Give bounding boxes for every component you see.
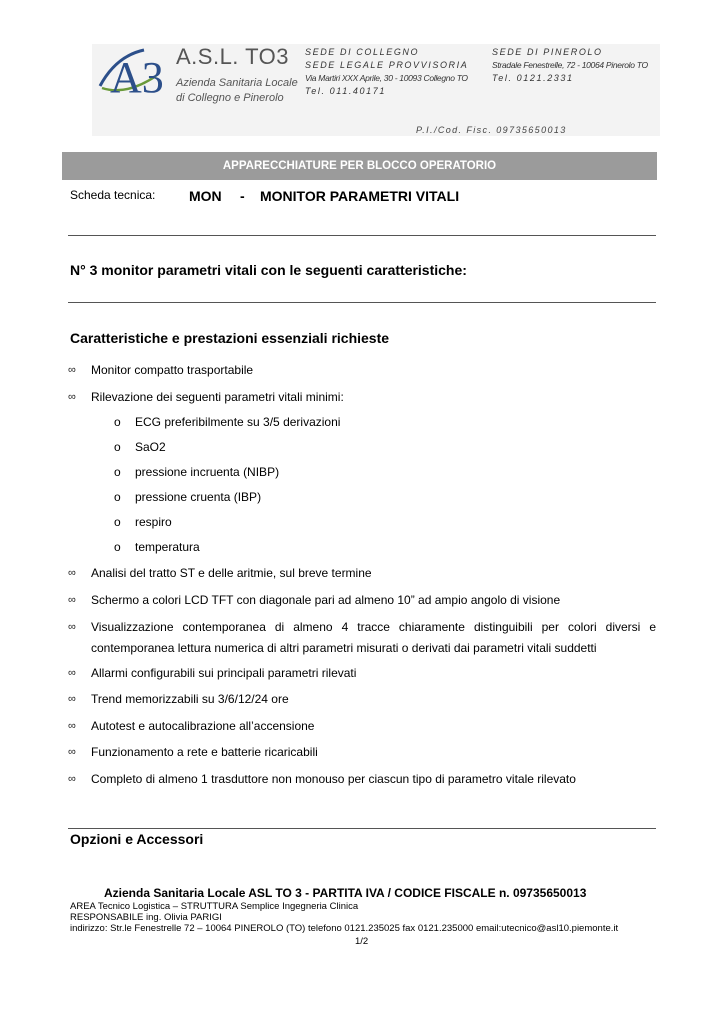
sede-pinerolo-address: Stradale Fenestrelle, 72 - 10064 Pinerolo TO — [492, 60, 648, 70]
divider — [68, 828, 656, 829]
bullet-icon: ∞ — [68, 720, 76, 732]
category-bar: APPARECCHIATURE PER BLOCCO OPERATORIO — [62, 152, 657, 180]
options-heading: Opzioni e Accessori — [70, 831, 204, 847]
bullet-icon: ∞ — [68, 567, 76, 579]
sede-legale: SEDE LEGALE PROVVISORIA — [305, 60, 469, 70]
sub-bullet-icon: o — [114, 515, 121, 529]
bullet-icon: ∞ — [68, 621, 76, 633]
bullet-icon: ∞ — [68, 746, 76, 758]
list-item: Rilevazione dei seguenti parametri vitali minimi: — [91, 390, 344, 404]
footer-responsible: RESPONSABILE ing. Olivia PARIGI — [70, 912, 222, 923]
scheda-code: MON — [189, 188, 222, 204]
sub-bullet-icon: o — [114, 415, 121, 429]
brand-name: A.S.L. TO3 — [176, 44, 290, 69]
partita-iva: P.I./Cod. Fisc. 09735650013 — [416, 125, 567, 135]
list-item: Funzionamento a rete e batterie ricaricabili — [91, 745, 318, 759]
scheda-label: Scheda tecnica: — [70, 188, 156, 202]
brand-sub-line2: di Collegno e Pinerolo — [176, 92, 284, 104]
footer-address: indirizzo: Str.le Fenestrelle 72 – 10064 PINEROLO (TO) telefono 0121.235025 fax 0121.235000 email:utecnico@asl10.piemonte.it — [70, 923, 619, 934]
sub-list-item: pressione cruenta (IBP) — [135, 490, 262, 504]
list-item: Schermo a colori LCD TFT con diagonale pari ad almeno 10” ad ampio angolo di visione — [91, 593, 561, 607]
logo-letters: A3 — [110, 53, 164, 102]
list-item: Trend memorizzabili su 3/6/12/24 ore — [91, 692, 289, 706]
sub-bullet-icon: o — [114, 490, 121, 504]
sede-collegno-title: SEDE DI COLLEGNO — [305, 47, 420, 57]
list-item: Autotest e autocalibrazione all’accensione — [91, 719, 315, 733]
bullet-icon: ∞ — [68, 364, 76, 376]
sede-pinerolo-tel: Tel. 0121.2331 — [492, 73, 574, 83]
sede-pinerolo-title: SEDE DI PINEROLO — [492, 47, 603, 57]
asl-logo — [96, 46, 166, 106]
sub-bullet-icon: o — [114, 465, 121, 479]
sub-list-item: SaO2 — [135, 440, 166, 454]
divider — [68, 235, 656, 236]
bullet-icon: ∞ — [68, 773, 76, 785]
list-item-line1: Visualizzazione contemporanea di almeno 4 tracce chiaramente distinguibili per colori diversi e — [91, 620, 656, 634]
bullet-icon: ∞ — [68, 594, 76, 606]
sub-bullet-icon: o — [114, 540, 121, 554]
sede-collegno-tel: Tel. 011.40171 — [305, 86, 386, 96]
brand-sub-line1: Azienda Sanitaria Locale — [176, 77, 298, 89]
bullet-icon: ∞ — [68, 391, 76, 403]
list-item: Analisi del tratto ST e delle aritmie, sul breve termine — [91, 566, 372, 580]
bullet-icon: ∞ — [68, 667, 76, 679]
sede-collegno — [305, 46, 468, 98]
sub-list-item: pressione incruenta (NIBP) — [135, 465, 280, 479]
sede-pinerolo — [492, 46, 648, 85]
divider — [68, 302, 656, 303]
sub-list-item: ECG preferibilmente su 3/5 derivazioni — [135, 415, 341, 429]
sub-list-item: respiro — [135, 515, 172, 529]
list-item: Allarmi configurabili sui principali parametri rilevati — [91, 666, 357, 680]
sub-list-item: temperatura — [135, 540, 200, 554]
list-item: Completo di almeno 1 trasduttore non monouso per ciascun tipo di parametro vitale rilevato — [91, 772, 576, 786]
scheda-dash: - — [240, 188, 245, 204]
footer-company: Azienda Sanitaria Locale ASL TO 3 - PARTITA IVA / CODICE FISCALE n. 09735650013 — [104, 886, 587, 900]
scheda-title: MONITOR PARAMETRI VITALI — [260, 188, 460, 204]
bullet-icon: ∞ — [68, 693, 76, 705]
sub-bullet-icon: o — [114, 440, 121, 454]
page-number: 1/2 — [355, 936, 369, 947]
intro-heading: N° 3 monitor parametri vitali con le seguenti caratteristiche: — [70, 262, 467, 278]
list-item-line2: contemporanea lettura numerica di altri parametri misurati o derivati dai parametri vitali suddetti — [91, 641, 597, 655]
brand-subtitle — [176, 76, 298, 106]
section-heading: Caratteristiche e prestazioni essenziali richieste — [70, 330, 390, 346]
footer-area: AREA Tecnico Logistica – STRUTTURA Semplice Ingegneria Clinica — [70, 901, 359, 912]
list-item: Monitor compatto trasportabile — [91, 363, 254, 377]
sede-collegno-address: Via Martiri XXX Aprile, 30 - 10093 Collegno TO — [305, 73, 468, 83]
